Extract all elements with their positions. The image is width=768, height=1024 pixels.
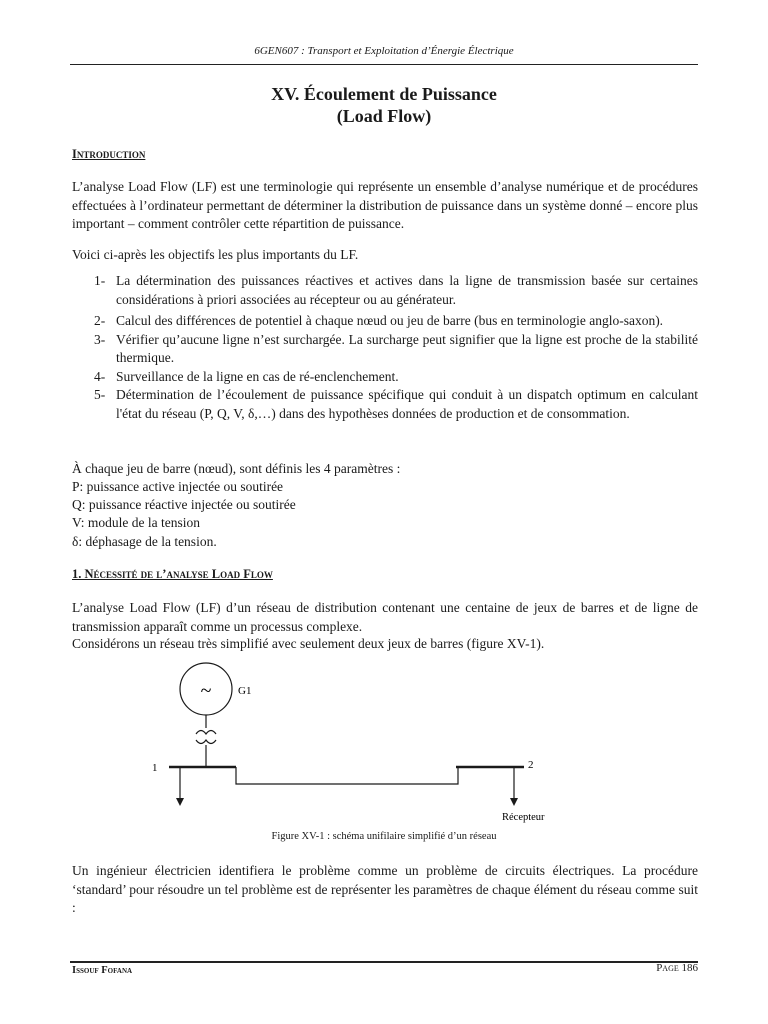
objective-number: 1- [94, 273, 106, 288]
intro-paragraph: L’analyse Load Flow (LF) est une terminologie qui représente un ensemble d’analyse numérique et de procédures effectuées à l’ordinateur permettant de déterminer la distribution de puissance dans un système donné – encore plus important – comment contrôler cette répartition de puissance. [72, 179, 698, 231]
objective-text: La détermination des puissances réactives et actives dans la ligne de transmission basée sur certaines considérations à priori associées au récepteur ou au générateur. [116, 273, 698, 307]
transmission-line [236, 767, 458, 784]
objective-text: Vérifier qu’aucune ligne n’est surchargée. La surcharge peut signifier que la ligne est proche de la stabilité thermique. [116, 331, 698, 365]
page-title [70, 83, 698, 127]
intro-heading: Introduction [72, 147, 146, 161]
objective-item [72, 272, 698, 309]
objective-number: 5- [94, 387, 106, 402]
single-line-diagram [150, 660, 580, 830]
header-rule [70, 64, 698, 65]
param-item: Q: puissance réactive injectée ou soutirée [72, 497, 296, 512]
objective-number: 3- [94, 331, 106, 347]
bus-1-label: 1 [152, 762, 158, 774]
generator-label: G1 [238, 685, 252, 697]
section1-heading: 1. Nécessité de l’analyse Load Flow [72, 567, 273, 581]
section1-paragraph-1: L’analyse Load Flow (LF) d’un réseau de distribution contenant une centaine de jeux de barres et de ligne de transmission apparaît comme un processus complexe. [72, 600, 698, 634]
param-item: P: puissance active injectée ou soutirée [72, 479, 284, 494]
footer-page-number: Page 186 [656, 962, 698, 974]
footer-author: Issouf Fofana [72, 965, 133, 976]
bus-2-load-arrow [510, 798, 518, 806]
footer-rule [70, 961, 698, 963]
objective-item [72, 368, 698, 387]
transformer-primary-coil [196, 731, 216, 735]
objectives-list [72, 272, 698, 423]
param-item: δ: déphasage de la tension. [72, 534, 217, 549]
objective-item [72, 331, 698, 368]
bus-2-label: 2 [528, 759, 534, 771]
figure-caption: Figure XV-1 : schéma unifilaire simplifié d’un réseau [271, 831, 497, 842]
title-line-2: (Load Flow) [336, 106, 432, 126]
bus-1-load-arrow [176, 798, 184, 806]
param-item: V: module de la tension [72, 515, 200, 530]
section1-paragraph-2: Considérons un réseau très simplifié avec seulement deux jeux de barres (figure XV-1). [72, 636, 545, 651]
objective-text: Détermination de l’écoulement de puissance spécifique qui conduit à un dispatch optimum en calculant l'état du réseau (P, Q, V, δ,…) dans des hypothèses données de production et de consommation. [116, 387, 698, 421]
objective-number: 4- [94, 368, 106, 384]
objective-text: Calcul des différences de potentiel à chaque nœud ou jeu de barre (bus en terminologie anglo-saxon). [116, 313, 664, 328]
objective-item [72, 312, 698, 331]
objective-text: Surveillance de la ligne en cas de ré-enclenchement. [116, 368, 399, 384]
transformer-secondary-coil [196, 740, 216, 744]
section1-paragraph-3: Un ingénieur électricien identifiera le problème comme un problème de circuits électriques. La procédure ‘standard’ pour résoudre un tel problème est de représenter les paramètres de chaque élément du réseau comme suit : [72, 863, 698, 915]
objective-number: 2- [94, 313, 106, 328]
page-header: 6GEN607 : Transport et Exploitation d’Énergie Électrique [254, 45, 514, 57]
objective-item [72, 386, 698, 423]
objectives-intro: Voici ci-après les objectifs les plus importants du LF. [72, 247, 359, 262]
params-intro: À chaque jeu de barre (nœud), sont définis les 4 paramètres : [72, 461, 401, 476]
generator-symbol: ~ [200, 680, 212, 702]
load-label: Récepteur [502, 812, 545, 823]
title-line-1: XV. Écoulement de Puissance [271, 84, 497, 104]
